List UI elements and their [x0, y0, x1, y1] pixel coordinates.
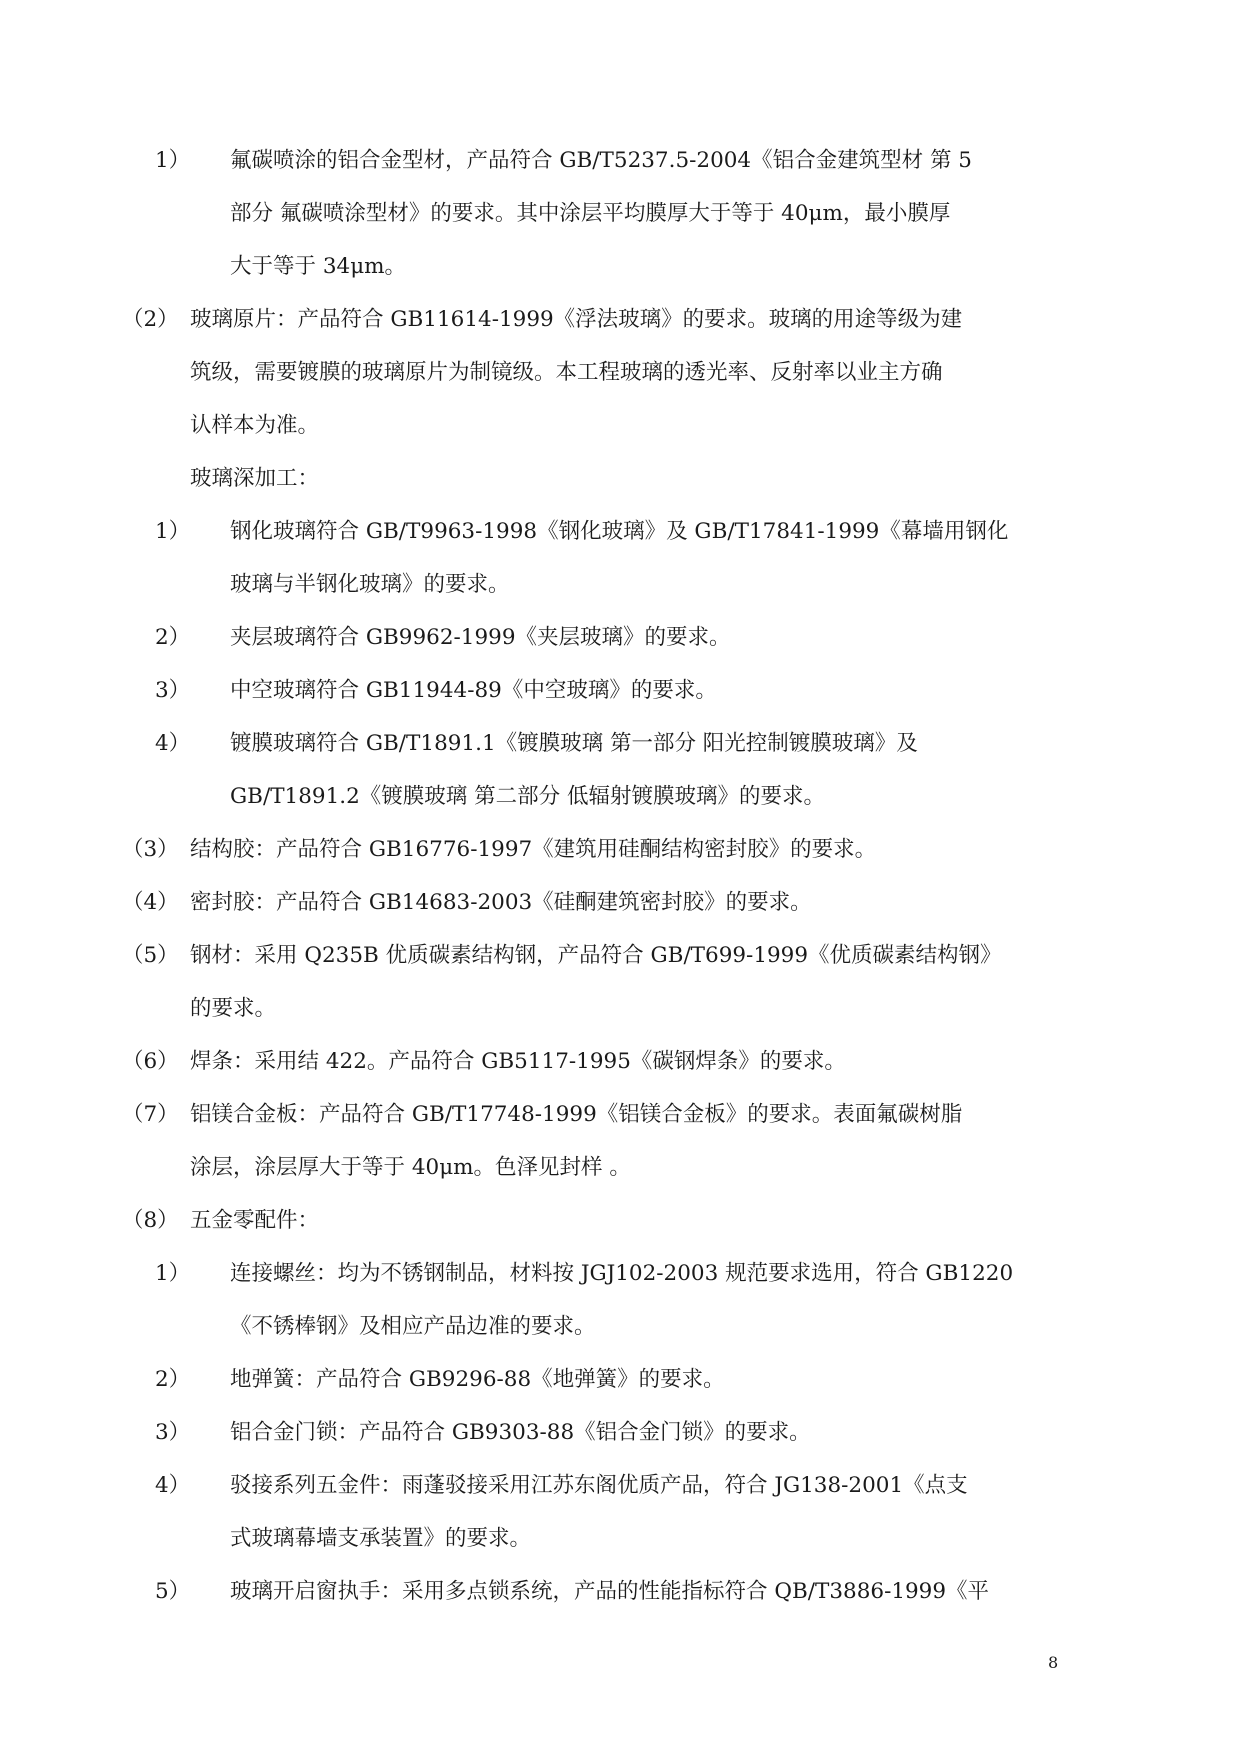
item-text-line: 玻璃原片：产品符合 GB11614-1999《浮法玻璃》的要求。玻璃的用途等级为建 [190, 307, 963, 332]
item-text-line: 玻璃与半钢化玻璃》的要求。 [230, 572, 510, 597]
item-label: （6） [122, 1049, 179, 1074]
item-text-line: 密封胶：产品符合 GB14683-2003《硅酮建筑密封胶》的要求。 [190, 890, 812, 915]
item-label: 4） [155, 731, 191, 756]
item-label: 1） [155, 1261, 191, 1286]
item-label: 2） [155, 625, 191, 650]
item-text-line: 结构胶：产品符合 GB16776-1997《建筑用硅酮结构密封胶》的要求。 [190, 837, 877, 862]
item-label: （2） [122, 307, 179, 332]
item-text-line: 驳接系列五金件：雨蓬驳接采用江苏东阁优质产品，符合 JG138-2001《点支 [230, 1473, 968, 1498]
item-label: 3） [155, 1420, 191, 1445]
item-text-line: 大于等于 34μm。 [230, 254, 407, 279]
item-text-line: 筑级，需要镀膜的玻璃原片为制镜级。本工程玻璃的透光率、反射率以业主方确 [190, 360, 943, 385]
section-heading: 玻璃深加工： [190, 466, 320, 491]
item-text-line: 焊条：采用结 422。产品符合 GB5117-1995《碳钢焊条》的要求。 [190, 1049, 846, 1074]
item-text-line: 地弹簧：产品符合 GB9296-88《地弹簧》的要求。 [230, 1367, 725, 1392]
item-text-line: 中空玻璃符合 GB11944-89《中空玻璃》的要求。 [230, 678, 717, 703]
item-text-line: 氟碳喷涂的铝合金型材，产品符合 GB/T5237.5-2004《铝合金建筑型材 第 5 [230, 148, 972, 173]
item-label: （5） [122, 943, 179, 968]
item-text-line: 五金零配件： [190, 1208, 320, 1233]
item-label: （3） [122, 837, 179, 862]
item-text-line: 玻璃开启窗执手：采用多点锁系统，产品的性能指标符合 QB/T3886-1999《平 [230, 1579, 990, 1604]
item-text-line: 式玻璃幕墙支承装置》的要求。 [230, 1526, 532, 1551]
item-label: （7） [122, 1102, 179, 1127]
page-number: 8 [1048, 1653, 1059, 1672]
item-text-line: 镀膜玻璃符合 GB/T1891.1《镀膜玻璃 第一部分 阳光控制镀膜玻璃》及 [230, 731, 918, 756]
item-text-line: 的要求。 [190, 996, 277, 1021]
item-text-line: 铝合金门锁：产品符合 GB9303-88《铝合金门锁》的要求。 [230, 1420, 811, 1445]
item-label: 4） [155, 1473, 191, 1498]
item-label: 2） [155, 1367, 191, 1392]
item-text-line: 钢材：采用 Q235B 优质碳素结构钢，产品符合 GB/T699-1999《优质碳素结构钢》 [190, 943, 1002, 968]
item-text-line: 铝镁合金板：产品符合 GB/T17748-1999《铝镁合金板》的要求。表面氟碳树脂 [190, 1102, 963, 1127]
item-text-line: GB/T1891.2《镀膜玻璃 第二部分 低辐射镀膜玻璃》的要求。 [230, 784, 825, 809]
item-label: 1） [155, 148, 191, 173]
item-label: 5） [155, 1579, 191, 1604]
item-text-line: 《不锈棒钢》及相应产品边准的要求。 [230, 1314, 596, 1339]
item-text-line: 连接螺丝：均为不锈钢制品，材料按 JGJ102-2003 规范要求选用，符合 GB1220 [230, 1261, 1014, 1286]
item-text-line: 认样本为准。 [190, 413, 320, 438]
item-text-line: 涂层，涂层厚大于等于 40μm。色泽见封样 。 [190, 1155, 631, 1180]
item-label: 1） [155, 519, 191, 544]
item-text-line: 钢化玻璃符合 GB/T9963-1998《钢化玻璃》及 GB/T17841-1999《幕墙用钢化 [230, 519, 1009, 544]
item-label: 3） [155, 678, 191, 703]
item-label: （8） [122, 1208, 179, 1233]
item-text-line: 部分 氟碳喷涂型材》的要求。其中涂层平均膜厚大于等于 40μm，最小膜厚 [230, 201, 951, 226]
item-text-line: 夹层玻璃符合 GB9962-1999《夹层玻璃》的要求。 [230, 625, 731, 650]
item-label: （4） [122, 890, 179, 915]
